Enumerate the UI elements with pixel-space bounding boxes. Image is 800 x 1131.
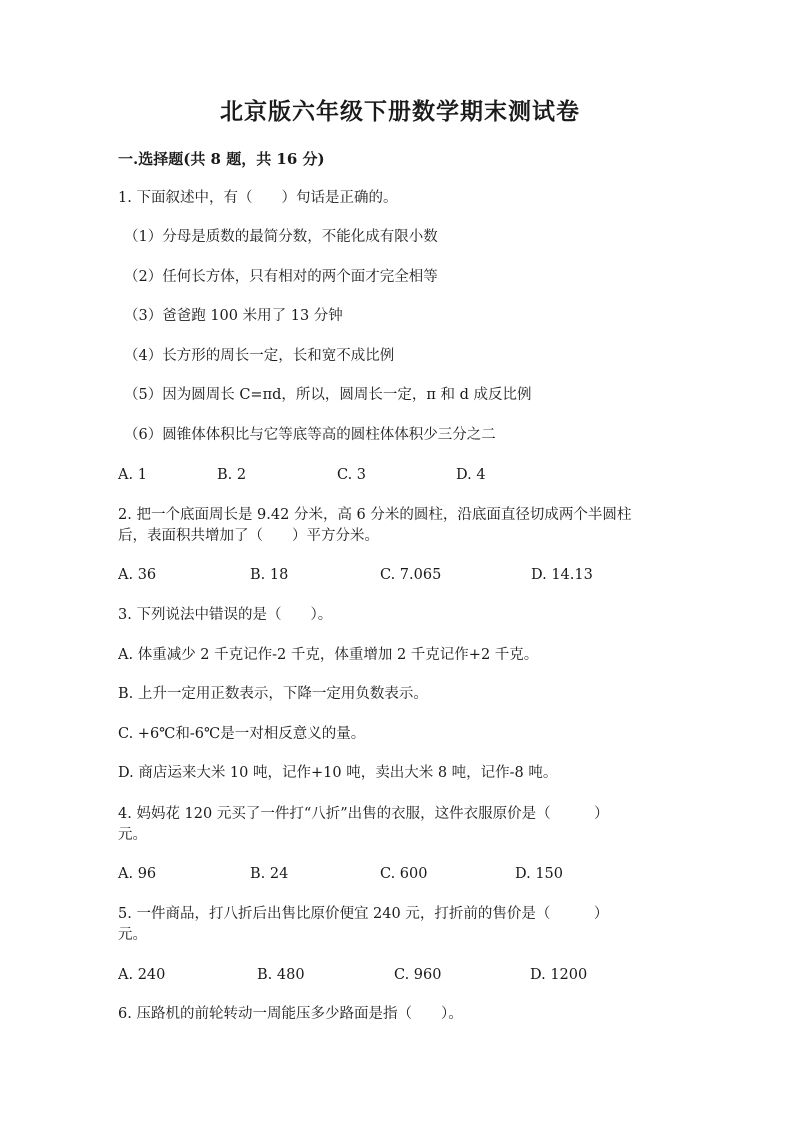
option-c: C. 3 xyxy=(337,467,367,483)
question-3-option-c: C. +6℃和-6℃是一对相反意义的量。 xyxy=(118,726,366,742)
option-a: A. 36 xyxy=(118,567,157,583)
question-3-option-b: B. 上升一定用正数表示，下降一定用负数表示。 xyxy=(118,686,428,702)
question-2-stem-line-1: 2. 把一个底面周长是 9.42 分米，高 6 分米的圆柱，沿底面直径切成两个半圆柱 xyxy=(118,507,632,523)
question-4-options xyxy=(118,863,718,885)
option-d: D. 150 xyxy=(515,866,564,882)
option-b: B. 18 xyxy=(250,567,289,583)
question-1-statement-4: （4）长方形的周长一定，长和宽不成比例 xyxy=(124,348,395,364)
question-1-options xyxy=(118,464,718,486)
option-a: A. 1 xyxy=(118,467,147,483)
option-c: C. 960 xyxy=(394,967,442,983)
page-title: 北京版六年级下册数学期末测试卷 xyxy=(220,98,580,125)
question-1-statement-3: （3）爸爸跑 100 米用了 13 分钟 xyxy=(124,308,343,324)
question-3-option-d: D. 商店运来大米 10 吨，记作+10 吨，卖出大米 8 吨，记作-8 吨。 xyxy=(118,765,558,781)
question-5-stem-line-1: 5. 一件商品，打八折后出售比原价便宜 240 元，打折前的售价是（ ） xyxy=(118,906,609,922)
question-1-statement-5: （5）因为圆周长 C=πd，所以，圆周长一定，π 和 d 成反比例 xyxy=(124,387,532,403)
option-c: C. 600 xyxy=(380,866,428,882)
question-5-options xyxy=(118,964,718,986)
question-1-statement-2: （2）任何长方体，只有相对的两个面才完全相等 xyxy=(124,269,438,285)
option-d: D. 4 xyxy=(456,467,486,483)
option-b: B. 24 xyxy=(250,866,289,882)
question-1-statement-6: （6）圆锥体体积比与它等底等高的圆柱体体积少三分之二 xyxy=(124,427,496,443)
option-d: D. 14.13 xyxy=(531,567,593,583)
question-2-options xyxy=(118,564,718,586)
option-d: D. 1200 xyxy=(530,967,588,983)
option-b: B. 480 xyxy=(257,967,305,983)
question-5-stem-line-2: 元。 xyxy=(118,927,147,943)
question-6-stem: 6. 压路机的前轮转动一周能压多少路面是指（ ）。 xyxy=(118,1006,463,1022)
option-c: C. 7.065 xyxy=(380,567,442,583)
option-a: A. 240 xyxy=(118,967,166,983)
question-1-stem: 1. 下面叙述中，有（ ）句话是正确的。 xyxy=(118,190,398,206)
question-1-statement-1: （1）分母是质数的最简分数，不能化成有限小数 xyxy=(124,229,438,245)
question-3-stem: 3. 下列说法中错误的是（ ）。 xyxy=(118,607,333,623)
question-4-stem-line-2: 元。 xyxy=(118,827,147,843)
option-a: A. 96 xyxy=(118,866,157,882)
section-heading: 一.选择题(共 8 题，共 16 分) xyxy=(118,150,325,168)
question-3-option-a: A. 体重减少 2 千克记作-2 千克，体重增加 2 千克记作+2 千克。 xyxy=(118,647,539,663)
question-4-stem-line-1: 4. 妈妈花 120 元买了一件打“八折”出售的衣服，这件衣服原价是（ ） xyxy=(118,806,609,822)
question-2-stem-line-2: 后，表面积共增加了（ ）平方分米。 xyxy=(118,528,379,544)
option-b: B. 2 xyxy=(217,467,247,483)
